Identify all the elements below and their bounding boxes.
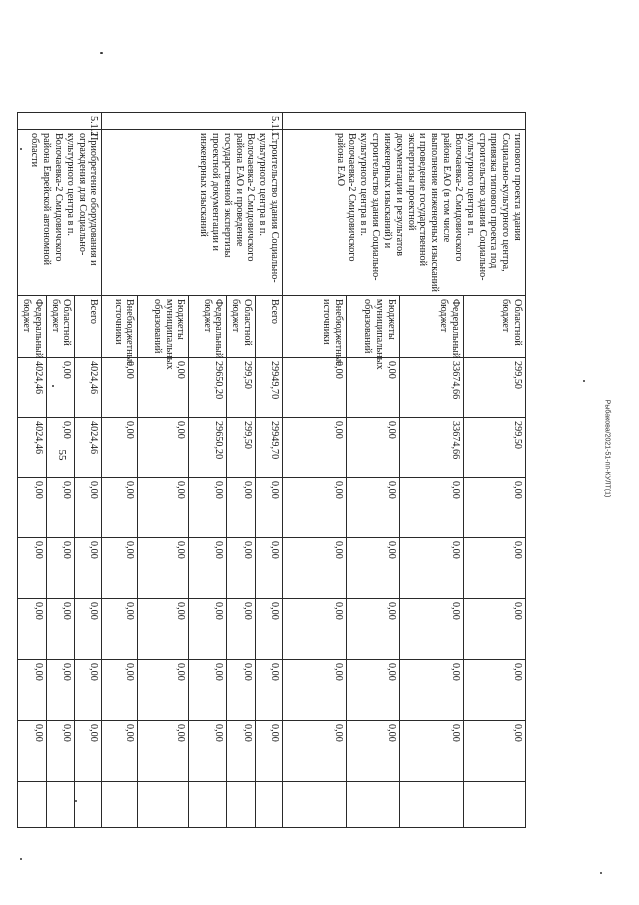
value-cell: 299,50 xyxy=(464,418,526,478)
value-cell: 29650,20 xyxy=(189,418,227,478)
value-cell: 0,00 xyxy=(347,538,400,599)
value-cell: 0,00 xyxy=(227,660,256,721)
value-cell: 33674,66 xyxy=(400,418,464,478)
value-cell: 0,00 xyxy=(283,418,347,478)
empty-cell xyxy=(46,782,75,828)
value-cell: 4024,46 xyxy=(17,418,46,478)
value-cell: 299,50 xyxy=(227,358,256,418)
value-cell: 0,00 xyxy=(75,538,102,599)
value-cell: 299,50 xyxy=(464,358,526,418)
value-cell: 0,00 xyxy=(400,538,464,599)
value-cell: 0,00 xyxy=(256,599,283,660)
table-row xyxy=(256,113,283,828)
value-cell: 0,00 xyxy=(400,660,464,721)
funding-source-cell: Внебюджетные источники xyxy=(102,296,138,358)
value-cell: 0,00 xyxy=(138,418,189,478)
value-cell: 0,00 xyxy=(17,721,46,782)
value-cell: 0,00 xyxy=(102,660,138,721)
value-cell: 0,00 xyxy=(102,478,138,538)
page-number: 55 xyxy=(56,449,68,461)
value-cell: 0,00 xyxy=(75,721,102,782)
description-cell: Строительство здания Социально-культурного центра в п. Волочаевка-2 Смидовичского района ЕАО и проведение государственной экспертизы проектной документации и инженерных изысканий xyxy=(102,130,283,296)
value-cell: 0,00 xyxy=(256,478,283,538)
value-cell: 0,00 xyxy=(102,418,138,478)
table-row xyxy=(464,113,526,828)
value-cell: 4024,46 xyxy=(75,358,102,418)
value-cell: 0,00 xyxy=(464,478,526,538)
funding-source-cell: Областной бюджет xyxy=(46,296,75,358)
empty-cell xyxy=(17,782,46,828)
value-cell: 0,00 xyxy=(46,418,75,478)
description-cell: типового проекта здания Социально-культурного центра, привязка типового проекта под строительство здания Социально-культурного центра в п. Волочаевка-2 Смидовичского района ЕАО (в том числе выполнение инженерных изысканий и проведение государственной экспертизы проектной документации и результатов инженерных изысканий) и строительство здания Социально-культурного центра в п. Волочаевка-2 Смидовичского района ЕАО xyxy=(283,130,526,296)
value-cell: 29949,70 xyxy=(256,358,283,418)
value-cell: 0,00 xyxy=(75,660,102,721)
description-cell: Приобретение оборудования и ограждения для Социально-культурного центра в п. Волочаевка-2 Смидовичского района Еврейской автономной области xyxy=(17,130,102,296)
funding-table xyxy=(17,112,526,828)
value-cell: 0,00 xyxy=(227,721,256,782)
value-cell: 0,00 xyxy=(102,538,138,599)
funding-source-cell: Федеральный бюджет xyxy=(189,296,227,358)
funding-source-cell: Федеральный бюджет xyxy=(17,296,46,358)
value-cell: 0,00 xyxy=(464,538,526,599)
value-cell: 0,00 xyxy=(189,660,227,721)
funding-source-cell: Бюджеты муниципальных образований xyxy=(138,296,189,358)
value-cell: 4024,46 xyxy=(17,358,46,418)
value-cell: 0,00 xyxy=(102,721,138,782)
value-cell: 0,00 xyxy=(17,599,46,660)
value-cell: 0,00 xyxy=(189,478,227,538)
value-cell: 0,00 xyxy=(46,660,75,721)
funding-source-cell: Федеральный бюджет xyxy=(400,296,464,358)
value-cell: 0,00 xyxy=(102,358,138,418)
value-cell: 0,00 xyxy=(347,358,400,418)
value-cell: 0,00 xyxy=(46,599,75,660)
empty-cell xyxy=(464,782,526,828)
value-cell: 0,00 xyxy=(283,721,347,782)
scan-speck xyxy=(583,380,585,382)
value-cell: 0,00 xyxy=(256,660,283,721)
value-cell: 0,00 xyxy=(189,599,227,660)
value-cell: 0,00 xyxy=(46,538,75,599)
table-row xyxy=(75,113,102,828)
value-cell: 0,00 xyxy=(46,721,75,782)
funding-source-cell: Внебюджетные источники xyxy=(283,296,347,358)
value-cell: 0,00 xyxy=(283,478,347,538)
value-cell: 0,00 xyxy=(227,599,256,660)
value-cell: 0,00 xyxy=(46,478,75,538)
value-cell: 29949,70 xyxy=(256,418,283,478)
value-cell: 29650,20 xyxy=(189,358,227,418)
value-cell: 299,50 xyxy=(227,418,256,478)
empty-cell xyxy=(138,782,189,828)
row-number-cell: 5.1.2 xyxy=(17,113,102,130)
value-cell: 0,00 xyxy=(17,478,46,538)
empty-cell xyxy=(189,782,227,828)
value-cell: 0,00 xyxy=(283,660,347,721)
empty-cell xyxy=(347,782,400,828)
value-cell: 0,00 xyxy=(347,660,400,721)
value-cell: 0,00 xyxy=(138,538,189,599)
value-cell: 0,00 xyxy=(138,721,189,782)
funding-source-cell: Областной бюджет xyxy=(227,296,256,358)
value-cell: 0,00 xyxy=(283,358,347,418)
empty-cell xyxy=(400,782,464,828)
funding-source-cell: Всего xyxy=(256,296,283,358)
value-cell: 0,00 xyxy=(347,418,400,478)
funding-source-cell: Бюджеты муниципальных образований xyxy=(347,296,400,358)
value-cell: 0,00 xyxy=(464,721,526,782)
value-cell: 0,00 xyxy=(400,478,464,538)
scan-speck xyxy=(600,872,602,874)
value-cell: 0,00 xyxy=(256,721,283,782)
empty-cell xyxy=(75,782,102,828)
value-cell: 0,00 xyxy=(347,478,400,538)
empty-cell xyxy=(256,782,283,828)
value-cell: 0,00 xyxy=(227,538,256,599)
document-footer-code: Рыбакова/2021-51-пп-КУЛТ(1) xyxy=(603,399,611,498)
empty-cell xyxy=(102,782,138,828)
scan-speck xyxy=(100,52,103,54)
value-cell: 0,00 xyxy=(75,478,102,538)
value-cell: 0,00 xyxy=(138,358,189,418)
value-cell: 0,00 xyxy=(256,538,283,599)
value-cell: 0,00 xyxy=(102,599,138,660)
value-cell: 0,00 xyxy=(75,599,102,660)
value-cell: 0,00 xyxy=(227,478,256,538)
empty-cell xyxy=(283,782,347,828)
value-cell: 0,00 xyxy=(400,599,464,660)
value-cell: 0,00 xyxy=(189,538,227,599)
value-cell: 0,00 xyxy=(400,721,464,782)
value-cell: 0,00 xyxy=(464,660,526,721)
value-cell: 0,00 xyxy=(17,538,46,599)
value-cell: 33674,66 xyxy=(400,358,464,418)
value-cell: 0,00 xyxy=(17,660,46,721)
row-number-cell: 5.1.1 xyxy=(102,113,283,130)
value-cell: 4024,46 xyxy=(75,418,102,478)
value-cell: 0,00 xyxy=(283,599,347,660)
value-cell: 0,00 xyxy=(283,538,347,599)
value-cell: 0,00 xyxy=(464,599,526,660)
value-cell: 0,00 xyxy=(347,721,400,782)
funding-source-cell: Всего xyxy=(75,296,102,358)
value-cell: 0,00 xyxy=(138,660,189,721)
funding-source-cell: Областной бюджет xyxy=(464,296,526,358)
value-cell: 0,00 xyxy=(46,358,75,418)
row-number-cell xyxy=(283,113,526,130)
value-cell: 0,00 xyxy=(189,721,227,782)
scan-speck xyxy=(20,858,22,860)
value-cell: 0,00 xyxy=(138,478,189,538)
value-cell: 0,00 xyxy=(347,599,400,660)
value-cell: 0,00 xyxy=(138,599,189,660)
empty-cell xyxy=(227,782,256,828)
